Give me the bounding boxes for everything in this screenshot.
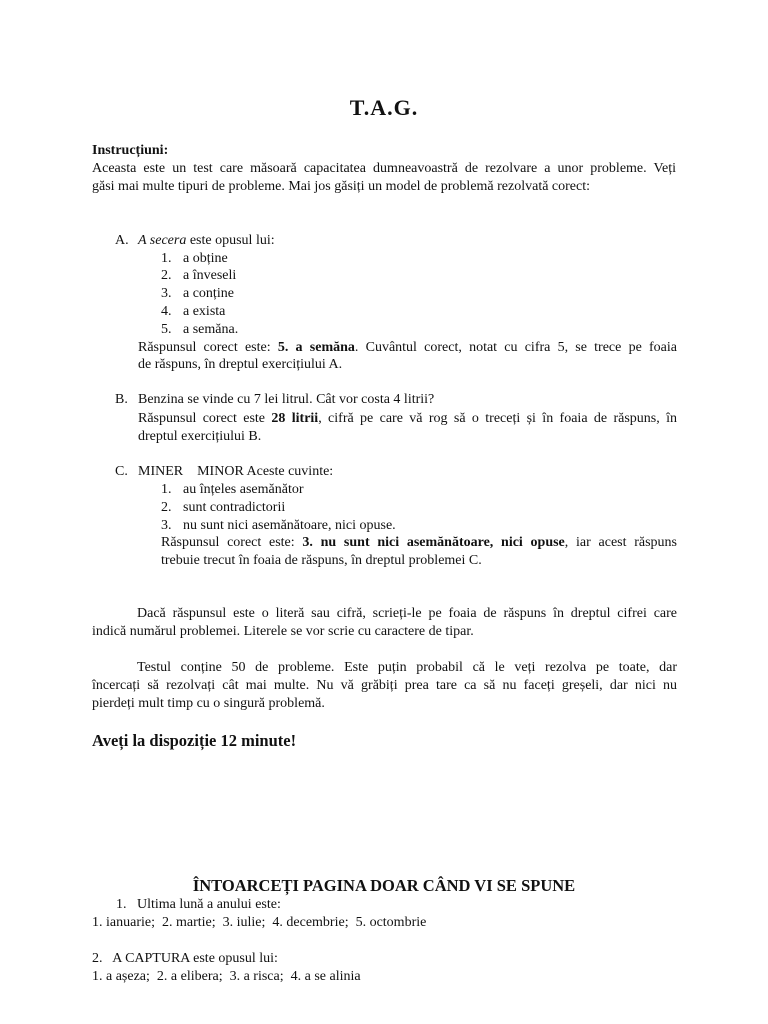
example-a-question-rest: este opusul lui: — [186, 233, 275, 248]
example-b-question: Benzina se vinde cu 7 lei litrul. Cât vor costa 4 litrii? — [138, 392, 435, 407]
example-b-answer-line-1: Răspunsul corect este 28 litrii, cifră pe care vă rog să o treceți și în foaia de răspuns, în — [138, 411, 677, 426]
paragraph-2-line-2: încercați să rezolvați cât mai multe. Nu vă grăbiți prea tare ca să nu faceți greșeli, dar nici nu — [92, 678, 677, 693]
example-a-option: 5. a semăna. — [161, 322, 239, 337]
example-a-question — [138, 233, 275, 249]
example-c-answer-line-2: trebuie trecut în foaia de răspuns, în dreptul problemei C. — [161, 553, 482, 568]
instructions-line-1: Aceasta este un test care măsoară capacitatea dumneavoastră de rezolvare a unor probleme. Veți — [92, 161, 676, 176]
question-2-prompt: 2. A CAPTURA este opusul lui: — [92, 951, 278, 966]
example-c-option: 2. sunt contradictorii — [161, 500, 286, 515]
time-notice: Aveți la dispoziție 12 minute! — [92, 731, 297, 750]
paragraph-1-line-2: indică numărul problemei. Literele se vor scrie cu caractere de tipar. — [92, 624, 474, 639]
example-c-question: MINER MINOR Aceste cuvinte: — [138, 464, 334, 479]
example-c-marker: C. — [115, 464, 128, 479]
turn-page-notice: ÎNTOARCEȚI PAGINA DOAR CÂND VI SE SPUNE — [192, 876, 576, 895]
question-1-choices: 1. ianuarie; 2. martie; 3. iulie; 4. decembrie; 5. octombrie — [92, 915, 427, 930]
example-b-answer-line-2: dreptul exercițiului B. — [138, 429, 262, 444]
example-c-option: 3. nu sunt nici asemănătoare, nici opuse. — [161, 518, 396, 533]
example-a-option: 4. a exista — [161, 304, 226, 319]
example-b-marker: B. — [115, 392, 128, 407]
paragraph-2-line-3: pierdeți mult timp cu o singură problemă. — [92, 696, 325, 711]
example-c-option: 1. au înțeles asemănător — [161, 482, 304, 497]
example-a-option: 3. a conține — [161, 286, 234, 301]
example-a-marker: A. — [115, 233, 129, 248]
question-2-choices: 1. a așeza; 2. a elibera; 3. a risca; 4. a se alinia — [92, 969, 361, 984]
example-c-answer-line-1: Răspunsul corect este: 3. nu sunt nici asemănătoare, nici opuse, iar acest răspuns — [161, 535, 677, 550]
paragraph-1-line-1: Dacă răspunsul este o literă sau cifră, scrieți-le pe foaia de răspuns în dreptul cifrei care — [137, 606, 677, 621]
example-a-word: A secera — [138, 233, 187, 248]
paragraph-2-line-1: Testul conține 50 de probleme. Este puțin probabil că le veți rezolva pe toate, dar — [137, 660, 677, 675]
example-a-option: 1. a obține — [161, 251, 228, 266]
question-1-prompt: 1. Ultima lună a anului este: — [116, 897, 281, 912]
instructions-line-2: găsi mai multe tipuri de probleme. Mai jos găsiți un model de problemă rezolvată corect: — [92, 179, 591, 194]
example-a-option: 2. a înveseli — [161, 268, 237, 283]
example-a-answer-line-2: de răspuns, în dreptul exercițiului A. — [138, 357, 343, 372]
example-a-answer-line-1: Răspunsul corect este: 5. a semăna. Cuvântul corect, notat cu cifra 5, se trece pe foaia — [138, 340, 677, 355]
instructions-heading: Instrucțiuni: — [92, 143, 169, 158]
page-title: T.A.G. — [349, 95, 419, 120]
